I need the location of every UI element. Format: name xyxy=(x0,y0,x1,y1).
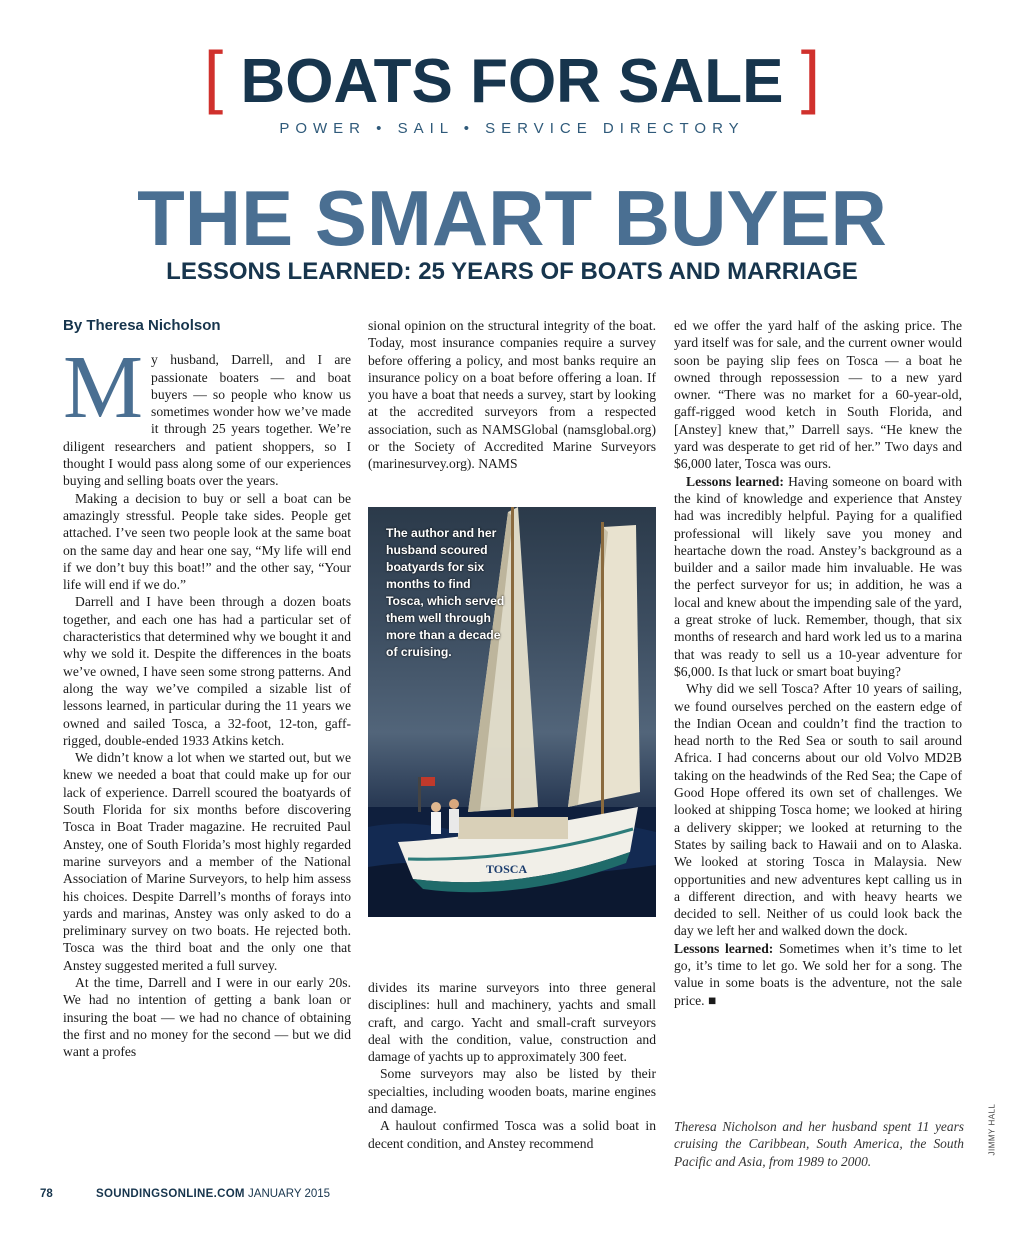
page-footer xyxy=(40,1188,330,1200)
article-paragraph: My husband, Darrell, and I are passionate boaters — and boat buyers — so people who know us sometimes wonder how we’ve made it through 25 years together. We’re diligent researchers and patient shoppers, so I thought I would pass along some of our experiences buying and selling boats over the years. xyxy=(63,338,351,489)
photo-caption: The author and her husband scoured boatyards for six months to find Tosca, which served them well through more than a decade of cruising. xyxy=(386,526,505,659)
masthead xyxy=(0,37,1024,137)
lessons-learned-label: Lessons learned: xyxy=(686,473,784,489)
article-column-3 xyxy=(674,317,962,1009)
page-number: 78 xyxy=(40,1188,53,1200)
bracket-left: [ xyxy=(203,37,224,115)
hull-name: TOSCA xyxy=(486,862,528,876)
drop-cap: M xyxy=(63,338,144,438)
headline: THE SMART BUYER xyxy=(137,174,887,262)
article-paragraph: Why did we sell Tosca? After 10 years of sailing, we found ourselves perched on the eastern edge of the Indian Ocean and couldn’t find the traction to head north to the Red Sea or south to sail around Africa. I had concerns about our old Volvo MD2B taking on the headwinds of the Red Sea; the Cape of Good Hope offered its own set of challenges. We looked at shipping Tosca home; we looked at hiring a delivery skipper; we looked at returning to the States by sailing back to Hawaii and on to Alaska. We looked at storing Tosca in Malaysia. New opportunities and new adventures kept calling us in a different direction, and with heavy hearts we decided to sell. Neither of us could look back the day we left her and walked down the dock. xyxy=(674,681,962,939)
article-paragraph: We didn’t know a lot when we started out, but we knew we needed a boat that could make up for our lack of experience. Darrell scoured the boatyards of South Florida for six months before discovering Tosca in Boat Trader magazine. He recruited Paul Anstey, one of South Florida’s most highly regarded marine surveyors and a member of the National Association of Marine Surveyors, to help him assess his choices. Despite Darrell’s months of forays into yards and marinas, Anstey was only asked to do a preliminary survey on two boats. He rejected both. Tosca was the third boat and the only one that Anstey suggested merited a full survey. xyxy=(63,750,351,973)
article-column-2-bottom xyxy=(368,979,656,1152)
byline: By Theresa Nicholson xyxy=(63,317,221,334)
bracket-right: ] xyxy=(800,37,821,115)
subheadline: LESSONS LEARNED: 25 YEARS OF BOATS AND MARRIAGE xyxy=(166,258,858,285)
author-bio: Theresa Nicholson and her husband spent 11 years cruising the Caribbean, South America, the South Pacific and Asia, from 1989 to 2000. xyxy=(674,1119,964,1169)
article-paragraph: divides its marine surveyors into three general disciplines: hull and machinery, yachts and small craft, and cargo. Yacht and small-craft surveyors deal with the condition, value, construction and damage of yachts up to approximately 300 feet. xyxy=(368,980,656,1065)
sailboat-photo xyxy=(368,507,656,917)
article-paragraph: At the time, Darrell and I were in our early 20s. We had no intention of getting a bank loan or insuring the boat — we had no chance of obtaining the first and no money for the second — but we did want a profes xyxy=(63,974,351,1060)
site-url: SOUNDINGSONLINE.COM xyxy=(96,1188,245,1200)
section-subtitle: POWER • SAIL • SERVICE DIRECTORY xyxy=(279,120,745,137)
masthead-title xyxy=(0,37,1024,120)
article-paragraph: Darrell and I have been through a dozen boats together, and each one has had a particular set of characteristics that determined why we bought it and why we sold it. Despite the differences in the boats we’ve owned, I have seen some strong patterns. And along the way we’ve compiled a sizable list of lessons learned, in particular during the 11 years we owned and sailed Tosca, a 32-foot, 12-ton, gaff-rigged, double-ended 1933 Atkins ketch. xyxy=(63,594,351,748)
article-paragraph: A haulout confirmed Tosca was a solid boat in decent condition, and Anstey recommend xyxy=(368,1118,656,1151)
article-paragraph: ed we offer the yard half of the asking price. The yard itself was for sale, and the current owner would soon be paying slip fees on Tosca — a boat he owned through repossession — to a new yard owner. “There was no market for a 60-year-old, gaff-rigged wood ketch in South Florida, and [Anstey] knew that,” Darrell says. “He knew the yard was desperate to get rid of her.” Two days and $6,000 later, Tosca was ours. xyxy=(674,318,962,472)
article-paragraph: Making a decision to buy or sell a boat can be amazingly stressful. People take sides. People get attached. I’ve seen two people look at the same boat on the same day and hear one say, “My life will end if we don’t buy this boat!” and the other say, “Your life will end if we do.” xyxy=(63,490,351,593)
photo-credit: JIMMY HALL xyxy=(987,1103,997,1156)
article-column-2-top xyxy=(368,317,656,473)
article-column-1 xyxy=(63,317,351,1060)
article-paragraph: sional opinion on the structural integrity of the boat. Today, most insurance companies require a survey before offering a policy, and most banks require an insurance policy on a boat before offering a loan. If you have a boat that needs a survey, start by looking at the accredited surveyors from a respected association, such as NAMSGlobal (namsglobal.org) or the Society of Accredited Marine Surveyors (marinesurvey.org). NAMS xyxy=(368,318,656,472)
lessons-learned-paragraph: Lessons learned: Having someone on board with the kind of knowledge and experience that Anstey had was incredibly helpful. Paying for a qualified professional will likely save you money and heartache down the road. Anstey’s background as a builder and a sailor made him invaluable. He was the perfect surveyor for us; in addition, he was a local and knew about the impending sale of the yard, a great stroke of luck. Remember, though, that six months of research and hard work led us to a marina that was ready to sell us a 10-year adventure for $6,000. Is that luck or smart boat buying? xyxy=(674,473,962,679)
lessons-learned-paragraph: Lessons learned: Sometimes when it’s time to let go, it’s time to let go. We sold her for a song. The value in some boats is the adventure, not the sale price. ■ xyxy=(674,940,962,1008)
issue-date: JANUARY 2015 xyxy=(248,1188,331,1200)
lessons-learned-label: Lessons learned: xyxy=(674,940,774,956)
section-title: BOATS FOR SALE xyxy=(240,47,784,116)
article-paragraph: Some surveyors may also be listed by their specialties, including wooden boats, marine engines and damage. xyxy=(368,1066,656,1117)
